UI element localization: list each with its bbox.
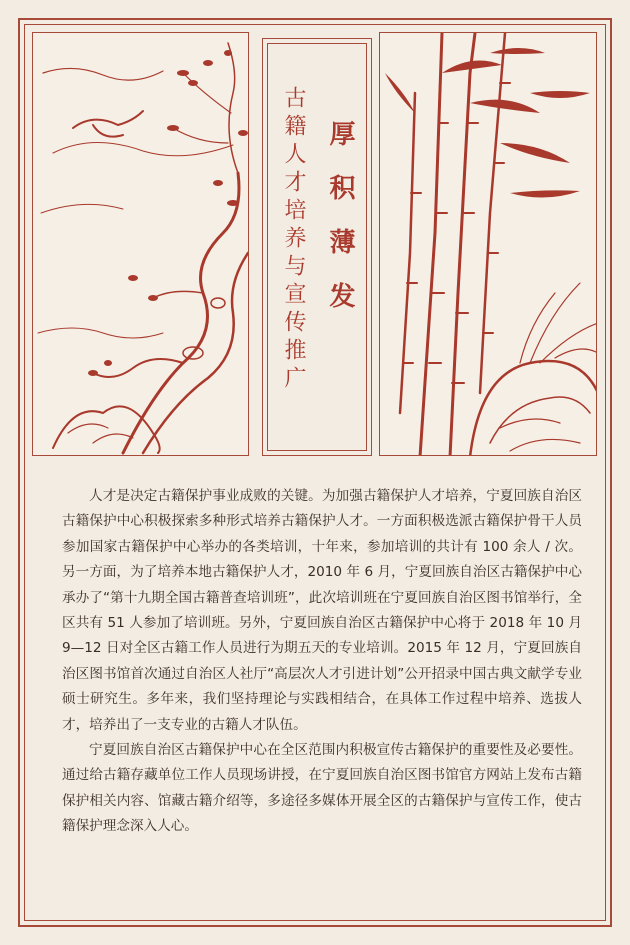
bamboo-illustration-panel [379, 32, 597, 456]
paragraph-talent-training: 人才是决定古籍保护事业成败的关键。为加强古籍保护人才培养，宁夏回族自治区古籍保护中心积极探索多种形式培养古籍保护人才。一方面积极选派古籍保护骨干人员参加国家古籍保护中心举办的各类培训，十年来，参加培训的共计有 100 余人 / 次。另一方面，为了培养本地古籍保护人才，2010 年 6 月，宁夏回族自治区古籍保护中心承办了“第十九期全国古籍普查培训班”，此次培训班在宁夏回族自治区图书馆举行，全区共有 51 人参加了培训班。另外，宁夏回族自治区古籍保护中心将于 2018 年 10 月 9—12 日对全区古籍工作人员进行为期五天的专业培训。2015 年 12 月，宁夏回族自治区图书馆首次通过自治区人社厅“高层次人才引进计划”公开招录中国古典文献学专业硕士研究生。多年来，我们坚持理论与实践相结合，在具体工作过程中培养、选拔人才，培养出了一支专业的古籍人才队伍。 [62, 488, 582, 733]
paragraph-publicity: 宁夏回族自治区古籍保护中心在全区范围内积极宣传古籍保护的重要性及必要性。通过给古籍存藏单位工作人员现场讲授，在宁夏回族自治区图书馆官方网站上发布古籍保护相关内容、馆藏古籍介绍等，多途径多媒体开展全区的古籍保护与宣传工作，使古籍保护理念深入人心。 [62, 742, 582, 835]
main-title: 厚积薄发 [325, 120, 355, 336]
tree-illustration [33, 33, 249, 456]
subtitle: 古籍人才培养与宣传推广 [281, 86, 306, 394]
body-text [62, 484, 582, 840]
tree-illustration-panel [32, 32, 249, 456]
bamboo-illustration [380, 33, 597, 456]
